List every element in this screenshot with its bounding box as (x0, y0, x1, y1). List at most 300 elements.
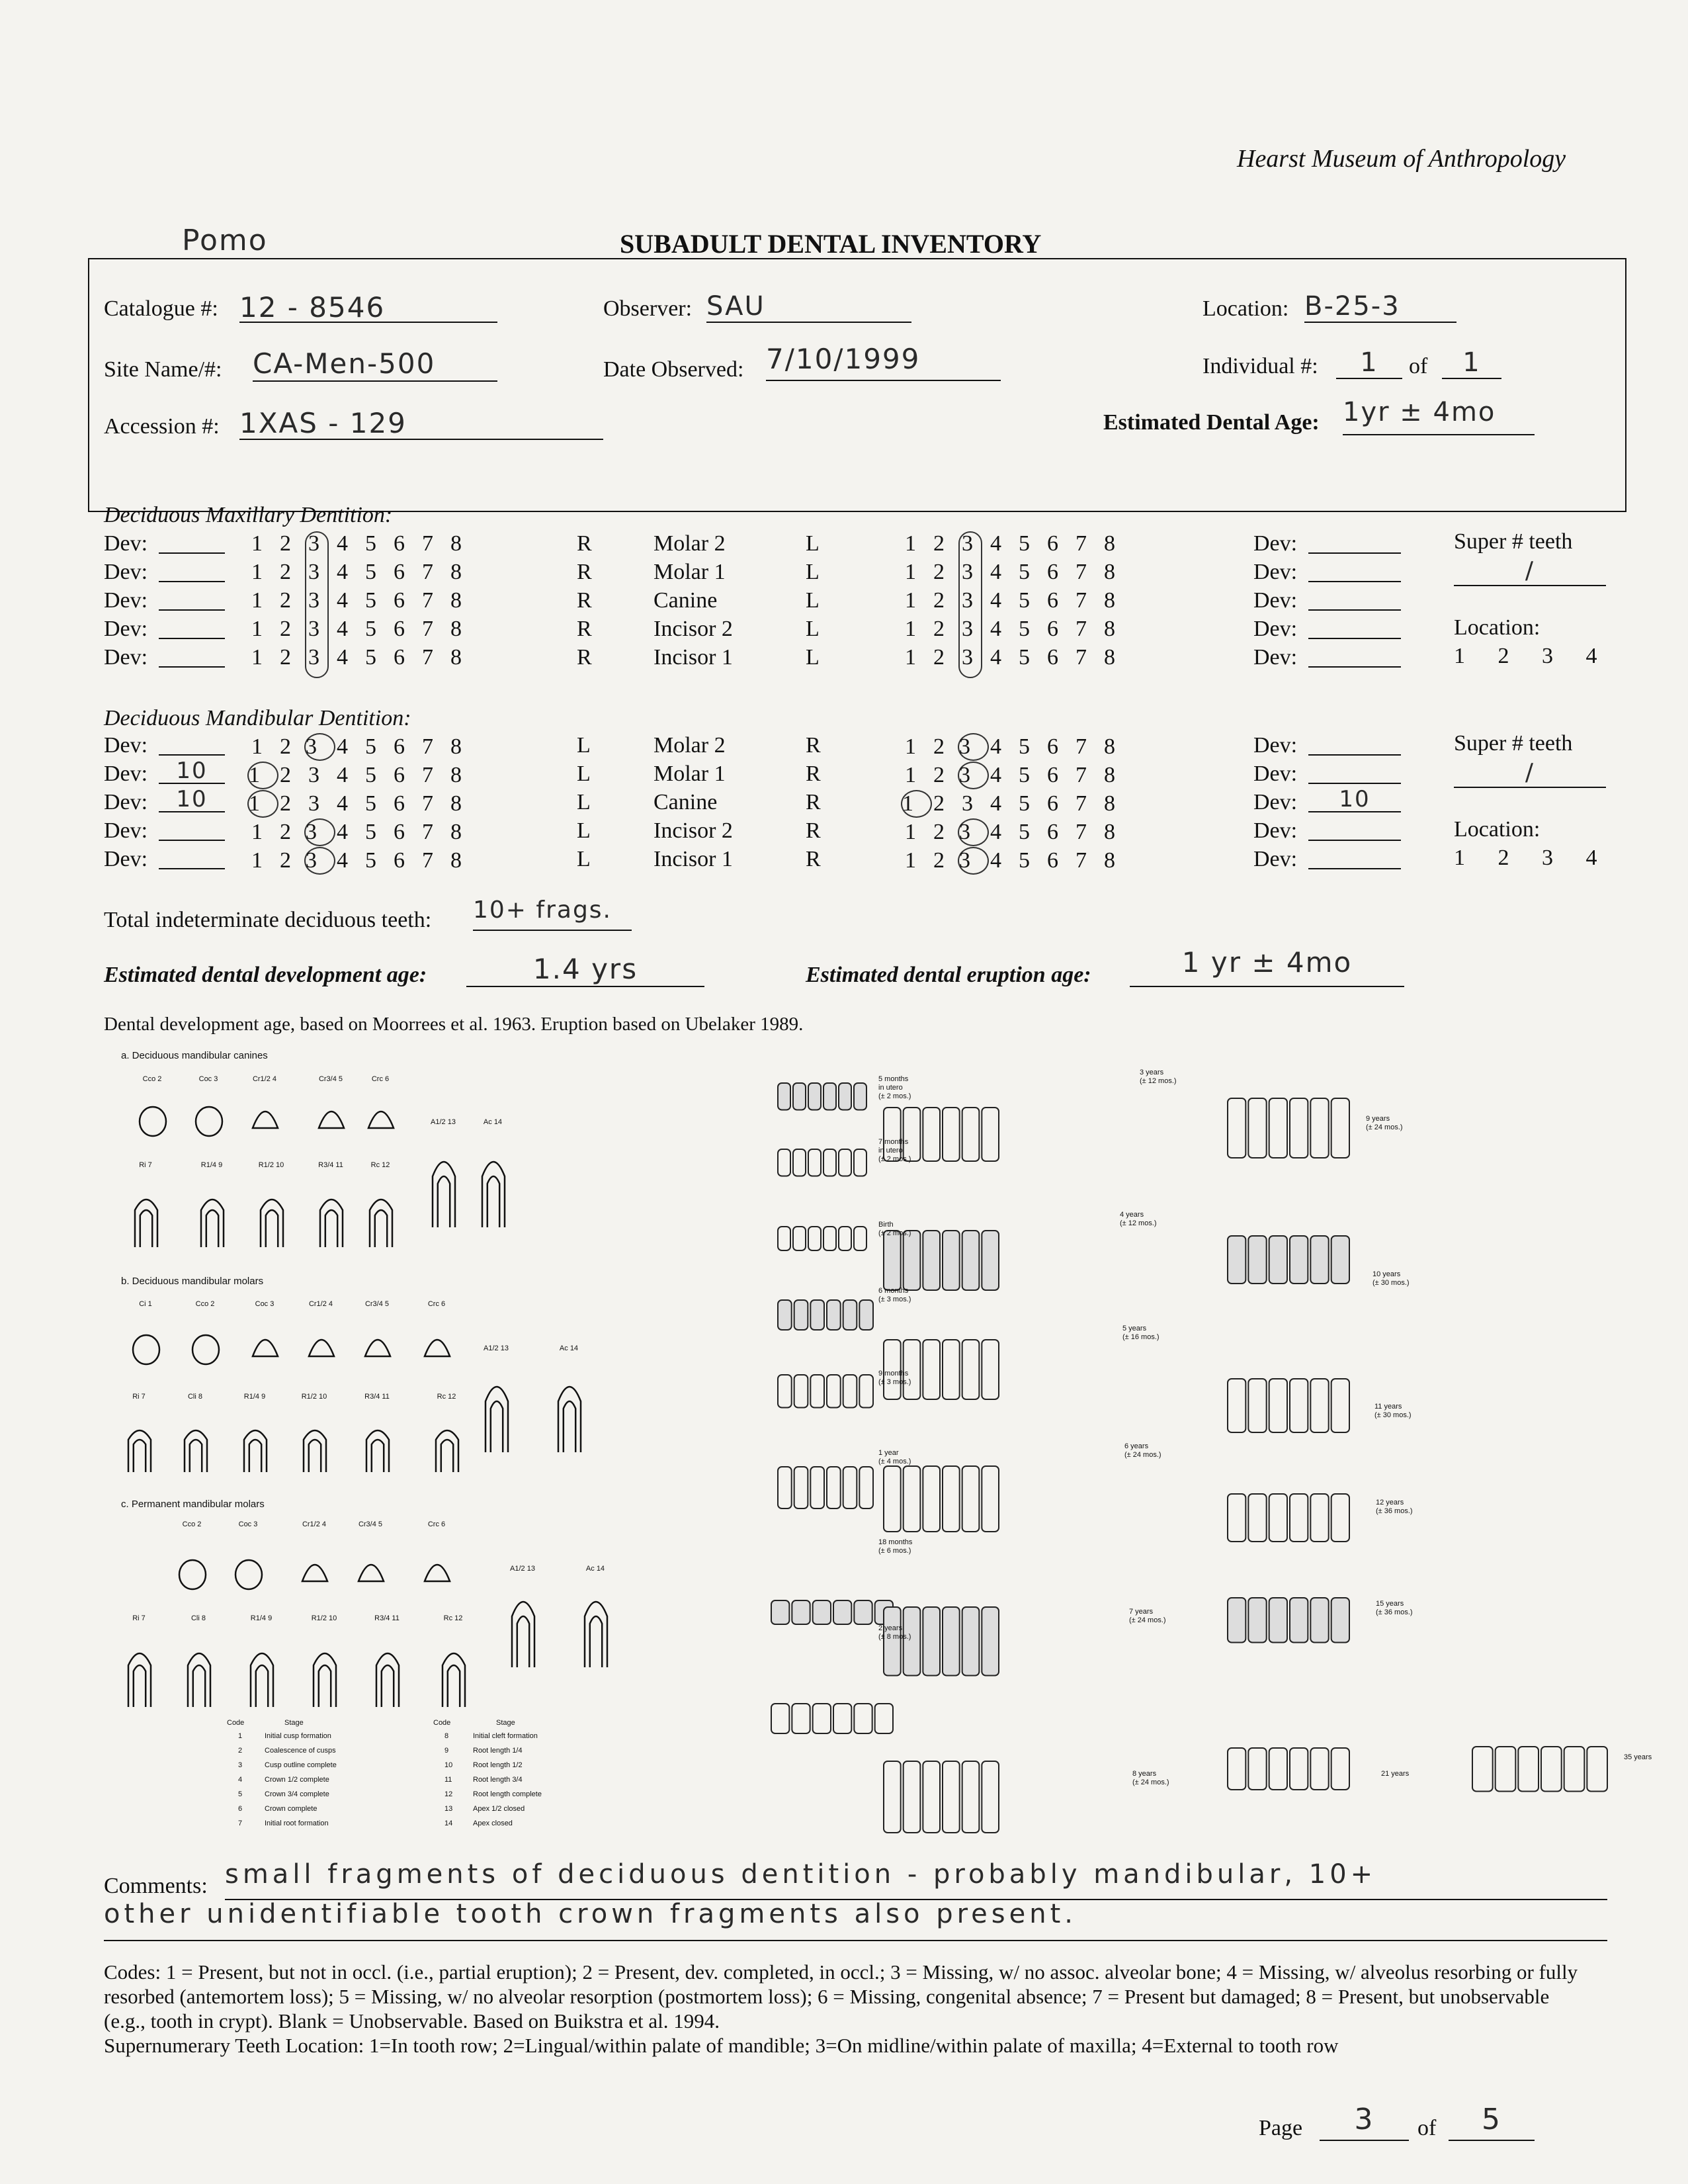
code-option[interactable] (959, 847, 990, 875)
left-dev-field[interactable] (159, 729, 225, 756)
code-option[interactable]: 8 (1104, 560, 1115, 584)
code-option[interactable]: 3 (308, 645, 319, 670)
stage-label: Coc 3 (255, 1300, 274, 1308)
code-option[interactable]: 2 (933, 588, 945, 613)
code-option[interactable]: 7 (1076, 763, 1087, 787)
code-option[interactable]: 8 (1104, 645, 1115, 670)
stage-code: 1 (238, 1732, 243, 1740)
tooth-stage-icon (366, 1105, 396, 1138)
code-option[interactable]: 7 (422, 763, 433, 787)
dev-label: Dev: (1253, 617, 1298, 641)
code-option[interactable]: 3 (962, 791, 973, 816)
stage-code-head-right: Code (433, 1719, 451, 1727)
code-option[interactable]: 4 (990, 588, 1001, 613)
code-option[interactable]: 4 (990, 763, 1001, 787)
eruption-age-label: (± 2 mos.) (878, 1092, 911, 1100)
code-option[interactable] (902, 790, 933, 818)
left-dev-field[interactable] (159, 527, 225, 554)
code-option[interactable]: 1 (251, 848, 263, 873)
code-option[interactable]: 8 (450, 560, 462, 584)
code-option[interactable]: 4 (990, 645, 1001, 670)
comments-line-1[interactable]: small fragments of deciduous dentition - probably mandibular, 10+ (225, 1859, 1607, 1900)
right-dev-field[interactable] (1308, 814, 1401, 841)
right-dev-field[interactable] (1308, 729, 1401, 756)
circled-code: 3 (958, 762, 989, 789)
stage-label: Ac 14 (483, 1118, 503, 1126)
tooth-stage-icon (362, 1333, 393, 1366)
code-option[interactable]: 6 (394, 588, 405, 613)
left-dev-field[interactable]: 10 (159, 786, 225, 812)
left-code-scale[interactable] (251, 588, 479, 613)
code-option[interactable]: 3 (308, 791, 319, 816)
maxillary-loc-label: Location: (1454, 615, 1540, 640)
code-option[interactable]: 4 (337, 848, 348, 873)
code-option[interactable]: 1 (251, 645, 263, 670)
code-option[interactable]: 1 (905, 734, 916, 759)
code-option[interactable] (251, 762, 280, 789)
code-option[interactable]: 4 (337, 763, 348, 787)
tooth-stage-icon (240, 1426, 271, 1472)
stage-desc: Initial cleft formation (473, 1732, 538, 1740)
dev-label: Dev: (1253, 531, 1298, 556)
right-code-scale[interactable] (905, 560, 1132, 585)
stage-label: Cli 8 (190, 1614, 206, 1622)
left-dev-field[interactable] (159, 613, 225, 639)
tooth-name: Canine (654, 790, 718, 814)
stage-code-head-left: Code (227, 1719, 245, 1727)
code-option[interactable]: 8 (450, 791, 462, 816)
eruption-age-label: (± 30 mos.) (1374, 1411, 1412, 1419)
code-option[interactable]: 6 (394, 763, 405, 787)
code-option[interactable]: 2 (280, 531, 291, 556)
code-option[interactable]: 1 (251, 820, 263, 844)
left-code-scale[interactable] (251, 733, 479, 761)
right-code-scale[interactable] (902, 790, 1132, 818)
eruption-age-label: in utero (878, 1084, 903, 1092)
code-option[interactable]: 6 (394, 791, 405, 816)
code-option[interactable]: 7 (422, 848, 433, 873)
jaw-illustration (1224, 1204, 1356, 1310)
code-option[interactable]: 5 (365, 820, 376, 844)
code-option[interactable]: 6 (1047, 588, 1058, 613)
code-option[interactable]: 4 (990, 617, 1001, 641)
code-option[interactable]: 4 (990, 791, 1001, 816)
code-option[interactable]: 4 (990, 531, 1001, 556)
left-code-scale[interactable] (251, 818, 479, 846)
code-option[interactable]: 5 (1019, 560, 1030, 584)
right-dev-field[interactable] (1308, 527, 1401, 554)
jaw-illustration (774, 1439, 880, 1532)
code-option[interactable]: 1 (251, 531, 263, 556)
code-option[interactable]: 6 (394, 734, 405, 759)
stage-desc: Crown 3/4 complete (265, 1790, 329, 1798)
date-field[interactable]: 7/10/1999 (766, 343, 1001, 381)
jaw-illustration (774, 1353, 880, 1426)
code-option[interactable]: 2 (933, 617, 945, 641)
code-option[interactable]: 5 (1019, 763, 1030, 787)
stage-label: Ci 1 (139, 1300, 152, 1308)
eruption-age-label: 7 months (878, 1138, 909, 1146)
code-option[interactable]: 7 (1076, 791, 1087, 816)
right-dev-field[interactable] (1308, 843, 1401, 869)
code-option[interactable]: 7 (1076, 560, 1087, 584)
stage-code: 6 (238, 1805, 243, 1813)
accession-field[interactable]: 1XAS - 129 (239, 407, 603, 440)
eruption-age-label: (± 12 mos.) (1120, 1219, 1157, 1227)
code-option[interactable]: 8 (1104, 763, 1115, 787)
code-option[interactable]: 6 (394, 820, 405, 844)
tooth-stage-icon (554, 1379, 585, 1452)
right-code-scale[interactable] (905, 847, 1132, 875)
code-option[interactable]: 3 (962, 645, 973, 670)
code-option[interactable]: 8 (450, 617, 462, 641)
page-of-label: of (1417, 2116, 1437, 2140)
dev-label: Dev: (104, 560, 148, 584)
code-option[interactable]: 5 (1019, 791, 1030, 816)
code-option[interactable]: 2 (933, 645, 945, 670)
code-option[interactable]: 4 (337, 820, 348, 844)
code-option[interactable]: 3 (308, 617, 319, 641)
code-option[interactable]: 8 (1104, 531, 1115, 556)
code-option[interactable]: 6 (1047, 531, 1058, 556)
code-option[interactable]: 6 (1047, 734, 1058, 759)
code-option[interactable]: 6 (1047, 645, 1058, 670)
code-option[interactable]: 7 (1076, 734, 1087, 759)
code-option[interactable]: 5 (365, 588, 376, 613)
code-option[interactable]: 1 (251, 588, 263, 613)
code-option[interactable]: 4 (337, 791, 348, 816)
code-option[interactable]: 5 (1019, 531, 1030, 556)
tooth-stage-icon (429, 1155, 459, 1227)
code-option[interactable]: 5 (1019, 734, 1030, 759)
code-option[interactable]: 5 (1019, 645, 1030, 670)
code-option[interactable]: 6 (1047, 848, 1058, 873)
bracket-right (958, 531, 982, 678)
tooth-stage-icon (124, 1426, 155, 1472)
tooth-stage-icon (478, 1155, 509, 1227)
code-option[interactable]: 6 (1047, 560, 1058, 584)
museum-name: Hearst Museum of Anthropology (1237, 145, 1566, 173)
tooth-stage-icon (190, 1333, 221, 1366)
code-option[interactable]: 1 (905, 848, 916, 873)
code-option[interactable]: 2 (280, 734, 291, 759)
code-option[interactable]: 1 (905, 763, 916, 787)
eruption-age-label: (± 6 mos.) (878, 1547, 911, 1555)
code-option[interactable]: 3 (308, 531, 319, 556)
code-option[interactable]: 8 (1104, 848, 1115, 873)
code-option[interactable]: 8 (1104, 588, 1115, 613)
right-code-scale[interactable] (905, 645, 1132, 670)
of-label: of (1409, 354, 1428, 378)
code-option[interactable]: 8 (450, 645, 462, 670)
right-code-scale[interactable] (905, 588, 1132, 613)
right-dev-field[interactable] (1308, 758, 1401, 784)
code-option[interactable]: 3 (308, 560, 319, 584)
code-option[interactable]: 8 (450, 763, 462, 787)
code-option[interactable]: 2 (933, 763, 945, 787)
stage-label: Coc 3 (238, 1520, 258, 1528)
stage-stage-head-right: Stage (496, 1719, 515, 1727)
side-right: R (806, 762, 821, 786)
jaw-illustration (1224, 1720, 1356, 1813)
stage-label: Cr3/4 5 (318, 1075, 343, 1083)
code-option[interactable]: 3 (962, 560, 973, 584)
code-option[interactable]: 2 (933, 560, 945, 584)
location-field[interactable]: B-25-3 (1304, 291, 1456, 323)
right-code-scale[interactable] (905, 733, 1132, 761)
tooth-stage-icon (197, 1194, 228, 1247)
code-option[interactable]: 4 (337, 645, 348, 670)
left-code-scale[interactable] (251, 847, 479, 875)
stage-label: R1/2 10 (258, 1161, 284, 1169)
right-code-scale[interactable] (905, 818, 1132, 846)
code-option[interactable]: 1 (251, 617, 263, 641)
code-option[interactable]: 4 (337, 560, 348, 584)
code-option[interactable]: 1 (251, 560, 263, 584)
left-code-scale[interactable] (251, 531, 479, 556)
code-option[interactable] (251, 790, 280, 818)
code-option[interactable]: 7 (1076, 820, 1087, 844)
left-dev-field[interactable] (159, 843, 225, 869)
code-option[interactable]: 2 (933, 791, 945, 816)
stage-desc: Initial cusp formation (265, 1732, 331, 1740)
left-code-scale[interactable] (251, 617, 479, 642)
side-right: R (806, 818, 821, 843)
stage-label: R1/4 9 (243, 1393, 266, 1401)
right-dev-field[interactable] (1308, 613, 1401, 639)
dev-label: Dev: (1253, 560, 1298, 584)
code-option[interactable]: 2 (280, 645, 291, 670)
code-option[interactable]: 4 (990, 734, 1001, 759)
code-option[interactable]: 5 (365, 791, 376, 816)
code-option[interactable]: 4 (990, 820, 1001, 844)
references-note: Dental development age, based on Moorrees et al. 1963. Eruption based on Ubelaker 1989. (104, 1014, 804, 1035)
date-label: Date Observed: (603, 357, 744, 382)
page-number-field[interactable]: 3 (1320, 2103, 1409, 2141)
code-option[interactable]: 7 (422, 734, 433, 759)
code-option[interactable] (959, 733, 990, 761)
code-option[interactable]: 6 (1047, 820, 1058, 844)
dev-label: Dev: (104, 588, 148, 613)
left-dev-field[interactable] (159, 814, 225, 841)
supernumerary-legend: Supernumerary Teeth Location: 1=In tooth row; 2=Lingual/within palate of mandible; 3=On midline/within palate of maxilla; 4=External to tooth row (104, 2034, 1339, 2057)
page-total-field[interactable]: 5 (1449, 2103, 1535, 2141)
circled-code: 3 (958, 818, 989, 846)
maxillary-title: Deciduous Maxillary Dentition: (104, 503, 393, 527)
code-option[interactable]: 7 (1076, 617, 1087, 641)
est-age-label: Estimated Dental Age: (1103, 410, 1320, 435)
mandibular-super-field[interactable]: / (1454, 759, 1606, 788)
code-option[interactable]: 5 (1019, 820, 1030, 844)
tooth-stage-icon (310, 1647, 340, 1707)
stage-code: 7 (238, 1819, 243, 1827)
code-option[interactable]: 3 (962, 617, 973, 641)
right-code-scale[interactable] (905, 617, 1132, 642)
eruption-age-label: (± 24 mos.) (1132, 1778, 1169, 1786)
right-dev-field[interactable] (1308, 584, 1401, 611)
code-option[interactable]: 7 (422, 791, 433, 816)
form-title: SUBADULT DENTAL INVENTORY (620, 229, 1042, 259)
codes-legend: Codes: 1 = Present, but not in occl. (i.e., partial eruption); 2 = Present, dev. completed, in occl.; 3 = Missing, w/ no assoc. alveolar bone; 4 = Missing, w/ alveolus resorbing or fully resorbed (antemortem loss); 5 = Missing, w/ no alveolar resorption (postmortem loss); 6 = Missing, congenital absence; 7 = Present but damaged; 8 = Present, but unobservable (e.g., tooth in crypt). Blank = Unobservable. Based on Buikstra et al. 1994. (104, 1960, 1578, 2032)
tooth-name: Molar 2 (654, 733, 726, 758)
code-option[interactable]: 2 (280, 848, 291, 873)
code-option[interactable]: 8 (1104, 791, 1115, 816)
code-option[interactable]: 1 (905, 820, 916, 844)
code-option[interactable]: 8 (450, 531, 462, 556)
eruption-age-label: (± 24 mos.) (1366, 1123, 1403, 1131)
code-option[interactable]: 2 (280, 820, 291, 844)
left-code-scale[interactable] (251, 560, 479, 585)
left-code-scale[interactable] (251, 762, 479, 789)
right-dev-field[interactable] (1308, 556, 1401, 582)
code-option[interactable] (308, 847, 337, 875)
code-option[interactable]: 5 (365, 531, 376, 556)
observer-label: Observer: (603, 296, 693, 321)
code-option[interactable]: 4 (337, 617, 348, 641)
tooth-name: Canine (654, 588, 718, 613)
circled-code: 1 (247, 790, 278, 818)
code-option[interactable]: 3 (308, 588, 319, 613)
side-left: R (577, 588, 592, 613)
right-dev-field[interactable] (1308, 641, 1401, 668)
left-dev-field[interactable] (159, 641, 225, 668)
right-code-scale[interactable] (905, 531, 1132, 556)
code-option[interactable]: 7 (422, 560, 433, 584)
left-code-scale[interactable] (251, 790, 479, 818)
code-option[interactable]: 6 (394, 645, 405, 670)
code-option[interactable]: 2 (280, 560, 291, 584)
code-option[interactable]: 8 (1104, 617, 1115, 641)
eruption-age-field[interactable]: 1 yr ± 4mo (1130, 946, 1404, 987)
code-option[interactable]: 3 (962, 588, 973, 613)
code-option[interactable]: 5 (1019, 848, 1030, 873)
code-option[interactable]: 3 (308, 763, 319, 787)
eruption-age-label: 18 months (878, 1538, 913, 1546)
code-option[interactable]: 6 (394, 848, 405, 873)
right-dev-field[interactable]: 10 (1308, 786, 1401, 812)
tooth-stage-icon (316, 1194, 347, 1247)
code-option[interactable]: 7 (1076, 588, 1087, 613)
site-field[interactable]: CA-Men-500 (253, 347, 497, 382)
code-option[interactable]: 7 (422, 820, 433, 844)
code-option[interactable]: 6 (1047, 763, 1058, 787)
code-option[interactable]: 5 (365, 848, 376, 873)
code-option[interactable]: 7 (422, 531, 433, 556)
code-option[interactable]: 7 (1076, 848, 1087, 873)
code-option[interactable] (959, 762, 990, 789)
stage-code: 13 (444, 1805, 453, 1813)
code-option[interactable]: 1 (905, 617, 916, 641)
code-option[interactable]: 7 (422, 645, 433, 670)
individual-total-field[interactable]: 1 (1442, 347, 1501, 379)
code-option[interactable]: 7 (1076, 645, 1087, 670)
stage-desc: Coalescence of cusps (265, 1747, 336, 1755)
code-option[interactable]: 6 (1047, 617, 1058, 641)
code-option[interactable]: 5 (365, 560, 376, 584)
code-option[interactable]: 4 (990, 848, 1001, 873)
stage-label: Cr1/2 4 (308, 1300, 333, 1308)
left-dev-field[interactable]: 10 (159, 758, 225, 784)
left-code-scale[interactable] (251, 645, 479, 670)
total-indeterminate-field[interactable]: 10+ frags. (473, 896, 632, 931)
dev-age-field[interactable]: 1.4 yrs (466, 953, 704, 987)
code-option[interactable]: 5 (365, 763, 376, 787)
tooth-stage-icon (372, 1647, 403, 1707)
code-option[interactable]: 7 (422, 588, 433, 613)
code-option[interactable]: 6 (394, 560, 405, 584)
left-dev-field[interactable] (159, 584, 225, 611)
code-option[interactable]: 6 (394, 531, 405, 556)
eruption-age-label: (± 2 mos.) (878, 1229, 911, 1237)
observer-field[interactable]: SAU (706, 291, 911, 323)
code-option[interactable]: 1 (905, 560, 916, 584)
code-option[interactable]: 8 (1104, 820, 1115, 844)
code-option[interactable]: 5 (1019, 588, 1030, 613)
code-option[interactable]: 5 (1019, 617, 1030, 641)
jaw-illustration (774, 1280, 880, 1346)
code-option[interactable]: 5 (365, 645, 376, 670)
code-option[interactable] (308, 818, 337, 846)
est-age-field[interactable]: 1yr ± 4mo (1343, 397, 1535, 435)
code-option[interactable]: 2 (280, 588, 291, 613)
catalogue-label: Catalogue #: (104, 296, 218, 321)
stage-label: Crc 6 (371, 1075, 390, 1083)
code-option[interactable]: 2 (933, 734, 945, 759)
code-option[interactable]: 1 (251, 734, 263, 759)
code-option[interactable]: 4 (337, 531, 348, 556)
code-option[interactable]: 8 (450, 848, 462, 873)
code-option[interactable]: 8 (1104, 734, 1115, 759)
code-option[interactable]: 5 (365, 734, 376, 759)
code-option[interactable]: 2 (933, 820, 945, 844)
eruption-age-label: (± 24 mos.) (1129, 1616, 1166, 1624)
eruption-age-label: 35 years (1624, 1753, 1652, 1761)
code-option[interactable] (959, 818, 990, 846)
code-option[interactable]: 2 (933, 848, 945, 873)
catalogue-field[interactable]: 12 - 8546 (239, 291, 497, 323)
stage-desc: Root length 3/4 (473, 1776, 523, 1784)
code-option[interactable]: 1 (905, 531, 916, 556)
code-option[interactable]: 6 (1047, 791, 1058, 816)
code-option[interactable]: 5 (365, 617, 376, 641)
code-option[interactable]: 6 (394, 617, 405, 641)
code-option[interactable]: 2 (933, 531, 945, 556)
code-option[interactable]: 4 (337, 734, 348, 759)
code-option[interactable]: 1 (905, 588, 916, 613)
comments-line-2[interactable]: other unidentifiable tooth crown fragments also present. (104, 1899, 1607, 1941)
code-option[interactable]: 8 (450, 820, 462, 844)
code-option[interactable]: 8 (450, 588, 462, 613)
code-option[interactable]: 8 (450, 734, 462, 759)
tooth-stage-icon (581, 1594, 611, 1667)
right-code-scale[interactable] (905, 762, 1132, 789)
maxillary-super-field[interactable]: / (1454, 557, 1606, 586)
code-option[interactable]: 4 (990, 560, 1001, 584)
left-dev-field[interactable] (159, 556, 225, 582)
code-option[interactable]: 7 (422, 617, 433, 641)
code-option[interactable]: 4 (337, 588, 348, 613)
code-option[interactable]: 3 (962, 531, 973, 556)
code-option[interactable]: 7 (1076, 531, 1087, 556)
code-option[interactable]: 2 (280, 791, 291, 816)
tooth-stage-icon (194, 1105, 224, 1138)
code-option[interactable]: 2 (280, 617, 291, 641)
code-option[interactable]: 1 (905, 645, 916, 670)
code-option[interactable]: 2 (280, 763, 291, 787)
jaw-illustration (774, 1065, 873, 1125)
code-option[interactable] (308, 733, 337, 761)
individual-field[interactable]: 1 (1336, 347, 1402, 379)
